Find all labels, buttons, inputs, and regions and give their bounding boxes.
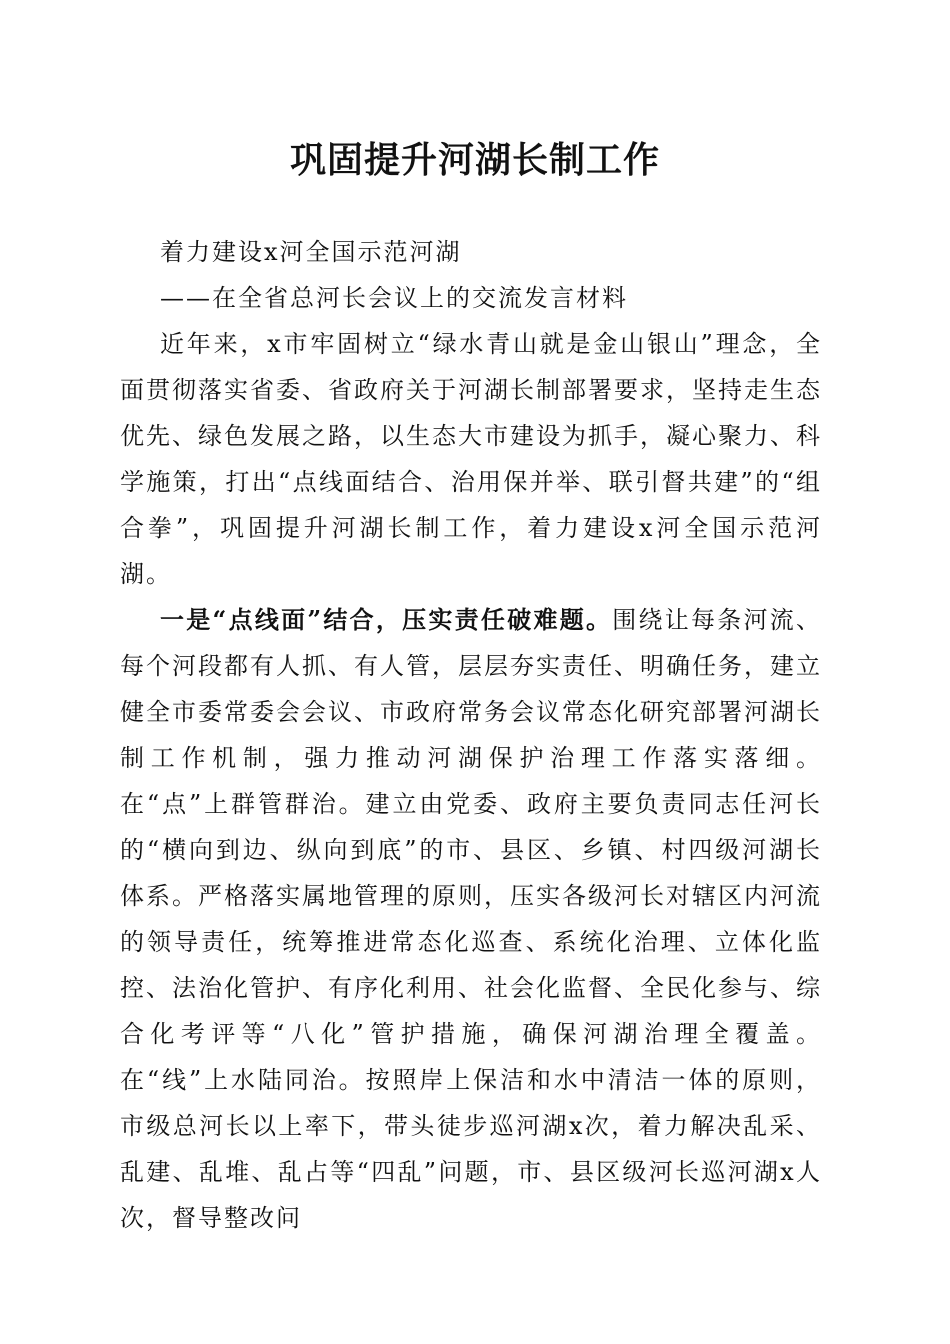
document-title: 巩固提升河湖长制工作 bbox=[289, 139, 660, 181]
paragraph-intro: 近年来，x市牢固树立“绿水青山就是金山银山”理念，全面贯彻落实省委、省政府关于河湖长制部署要求，坚持走生态优先、绿色发展之路，以生态大市建设为抓手，凝心聚力、科学施策，打出“点线面结合、治用保并举、联引督共建”的“组合拳”，巩固提升河湖长制工作，着力建设x河全国示范河湖。 bbox=[120, 330, 822, 588]
paragraph-point-one bbox=[120, 597, 822, 1241]
paragraph-point-one-body: 围绕让每条河流、每个河段都有人抓、有人管，层层夯实责任、明确任务，建立健全市委常委会会议、市政府常务会议常态化研究部署河湖长制工作机制，强力推动河湖保护治理工作落实落细。在“点”上群管群治。建立由党委、政府主要负责同志任河长的“横向到边、纵向到底”的市、县区、乡镇、村四级河湖长体系。严格落实属地管理的原则，压实各级河长对辖区内河流的领导责任，统筹推进常态化巡查、系统化治理、立体化监控、法治化管护、有序化利用、社会化监督、全民化参与、综合化考评等“八化”管护措施，确保河湖治理全覆盖。在“线”上水陆同治。按照岸上保洁和水中清洁一体的原则，市级总河长以上率下，带头徒步巡河湖x次，着力解决乱采、乱建、乱堆、乱占等“四乱”问题，市、县区级河长巡河湖x人次，督导整改问 bbox=[120, 606, 823, 1232]
subtitle-line-2: ——在全省总河长会议上的交流发言材料 bbox=[160, 284, 628, 312]
document-body bbox=[120, 229, 822, 1241]
subtitle-line-1: 着力建设x河全国示范河湖 bbox=[160, 238, 462, 266]
paragraph-point-one-lead: 一是“点线面”结合，压实责任破难题。 bbox=[160, 605, 613, 634]
